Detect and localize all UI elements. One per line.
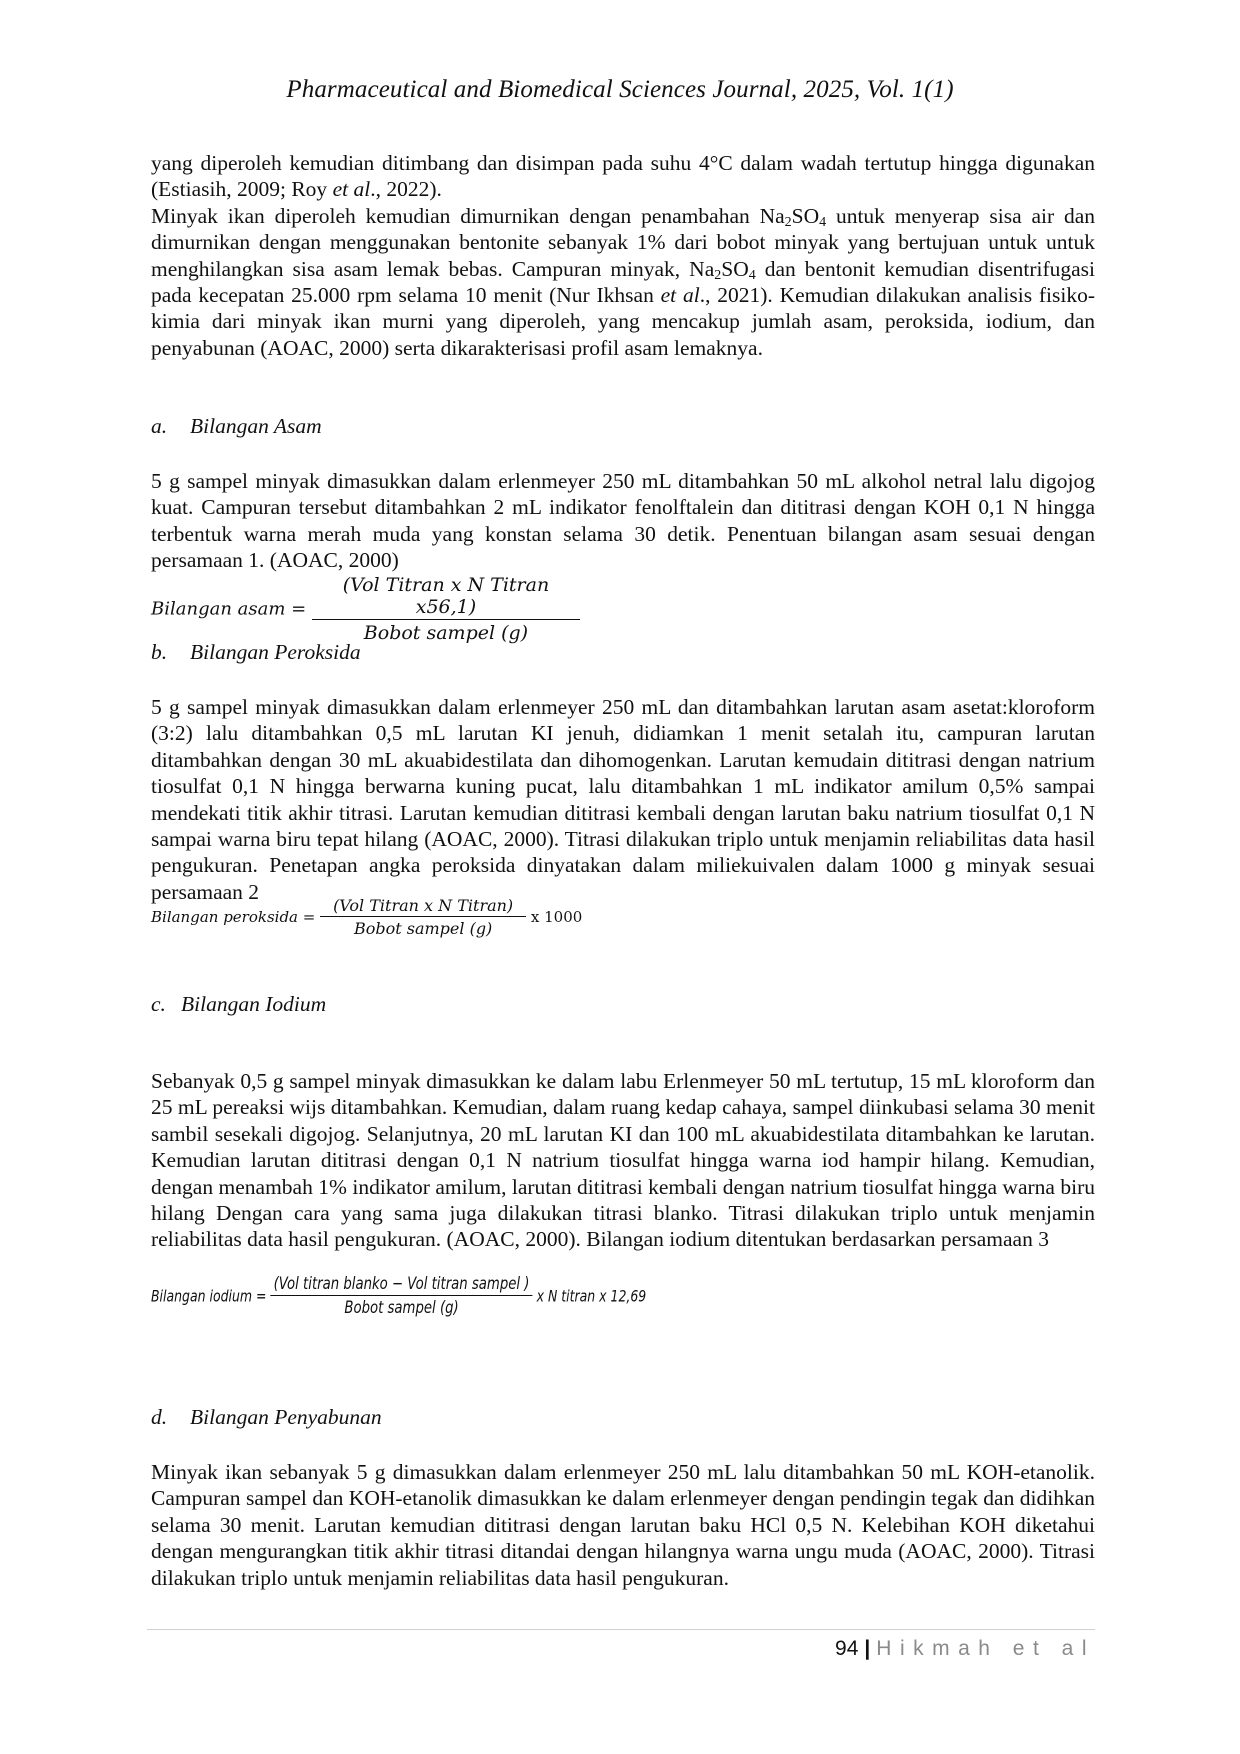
- section-heading-d: d. Bilangan Penyabunan: [151, 1405, 382, 1429]
- section-body-d: Minyak ikan sebanyak 5 g dimasukkan dalam erlenmeyer 250 mL lalu ditambahkan 50 mL KOH-etanolik. Campuran sampel dan KOH-etanolik dimasukkan ke dalam erlenmeyer dengan pendingin tegak dan didihkan selama 30 menit. Larutan kemudian dititrasi dengan larutan baku HCl 0,5 N. Kelebihan KOH diketahui dengan mengurangkan titik akhir titrasi ditandai dengan hilangnya warna ungu muda (AOAC, 2000). Titrasi dilakukan triplo untuk menjamin reliabilitas data hasil pengukuran.: [151, 1460, 1095, 1590]
- equation-3: Bilangan iodium = $\frac{\text{(Vol titran blanko − Vol titran sampel )}}{\text{Bobot sampel (g)}}$ x N titran x 12,69: [151, 1274, 647, 1318]
- page-number: 94: [835, 1637, 859, 1660]
- section-heading-a: a. Bilangan Asam: [151, 414, 322, 438]
- equation-3-denominator: Bobot sampel (g): [344, 1298, 459, 1318]
- section-heading-c: c. Bilangan Iodium: [151, 992, 327, 1016]
- equation-2-numerator: (Vol Titran x N Titran): [320, 896, 526, 917]
- section-heading-b: b. Bilangan Peroksida: [151, 640, 361, 664]
- equation-2: Bilangan peroksida = $\frac{\text{(Vol Titran x N Titran)}}{\text{Bobot sampel (g)}}$ x 1000: [151, 896, 583, 938]
- footer-separator: |: [864, 1637, 871, 1660]
- footer-authors: Hikmah et al: [876, 1637, 1095, 1660]
- section-body-a: 5 g sampel minyak dimasukkan dalam erlenmeyer 250 mL ditambahkan 50 mL alkohol netral lalu digojog kuat. Campuran tersebut ditambahkan 2 mL indikator fenolftalein dan dititrasi dengan KOH 0,1 N hingga terbentuk warna merah muda yang konstan selama 30 detik. Penentuan bilangan asam sesuai dengan persamaan 1. (AOAC, 2000): [151, 469, 1095, 573]
- intro-block: [151, 150, 1095, 361]
- section-body-c: Sebanyak 0,5 g sampel minyak dimasukkan ke dalam labu Erlenmeyer 50 mL tertutup, 15 mL kloroform dan 25 mL pereaksi wijs ditambahkan. Kemudian, dalam ruang kedap cahaya, sampel diinkubasi selama 30 menit sambil sesekali digojog. Selanjutnya, 20 mL larutan KI dan 100 mL akuabidestilata ditambahkan ke larutan. Kemudian larutan dititrasi dengan 0,1 N natrium tiosulfat hingga warna iod hampir hilang. Kemudian, dengan menambah 1% indikator amilum, larutan dititrasi kembali dengan natrium tiosulfat hingga warna biru hilang Dengan cara yang sama juga dilakukan titrasi blanko. Titrasi dilakukan triplo untuk menjamin reliabilitas data hasil pengukuran. (AOAC, 2000). Bilangan iodium ditentukan berdasarkan persamaan 3: [151, 1069, 1095, 1252]
- equation-2-denominator: Bobot sampel (g): [353, 919, 493, 938]
- page-footer: [835, 1637, 1095, 1661]
- footer-divider: [147, 1629, 1095, 1630]
- equation-1-denominator: Bobot sampel (g): [363, 622, 529, 644]
- equation-1: Bilangan asam = $\frac{\text{(Vol Titran x N Titran x56,1)}}{\text{Bobot sampel (g)}}$: [151, 574, 580, 644]
- intro-paragraph-2: Minyak ikan diperoleh kemudian dimurnikan dengan penambahan $Na_2SO_4$ untuk menyerap sisa air dan dimurnikan dengan menggunakan bentonite sebanyak 1% dari bobot minyak yang bertujuan untuk untuk menghilangkan sisa asam lemak bebas. Campuran minyak, $Na_2SO_4$ dan bentonit kemudian disentrifugasi pada kecepatan 25.000 rpm selama 10 menit (Nur Ikhsan et al., 2021). Kemudian dilakukan analisis fisiko-kimia dari minyak ikan murni yang diperoleh, yang mencakup jumlah asam, peroksida, iodium, dan penyabunan (AOAC, 2000) serta dikarakterisasi profil asam lemaknya.: [151, 203, 1096, 360]
- section-body-b: 5 g sampel minyak dimasukkan dalam erlenmeyer 250 mL dan ditambahkan larutan asam asetat:kloroform (3:2) lalu ditambahkan 0,5 mL larutan KI jenuh, didiamkan 1 menit setalah itu, campuran larutan ditambahkan dengan 30 mL akuabidestilata dan dihomogenkan. Larutan kemudain dititrasi dengan natrium tiosulfat 0,1 N hingga berwarna kuning pucat, lalu ditambahkan 1 mL indikator amilum 0,5% sampai mendekati titik akhir titrasi. Larutan kemudian dititrasi kembali dengan larutan baku natrium tiosulfat 0,1 N sampai warna biru tepat hilang (AOAC, 2000). Titrasi dilakukan triplo untuk menjamin reliabilitas data hasil pengukuran. Penetapan angka peroksida dinyatakan dalam miliekuivalen dalam 1000 g minyak sesuai persamaan 2: [151, 695, 1095, 904]
- running-header: Pharmaceutical and Biomedical Sciences Journal, 2025, Vol. 1(1): [286, 76, 954, 103]
- equation-3-numerator: (Vol titran blanko − Vol titran sampel ): [270, 1274, 532, 1296]
- equation-1-numerator: (Vol Titran x N Titran x56,1): [312, 574, 580, 620]
- intro-paragraph-1: yang diperoleh kemudian ditimbang dan disimpan pada suhu 4°C dalam wadah tertutup hingga digunakan (Estiasih, 2009; Roy et al., 2022).: [151, 151, 1095, 202]
